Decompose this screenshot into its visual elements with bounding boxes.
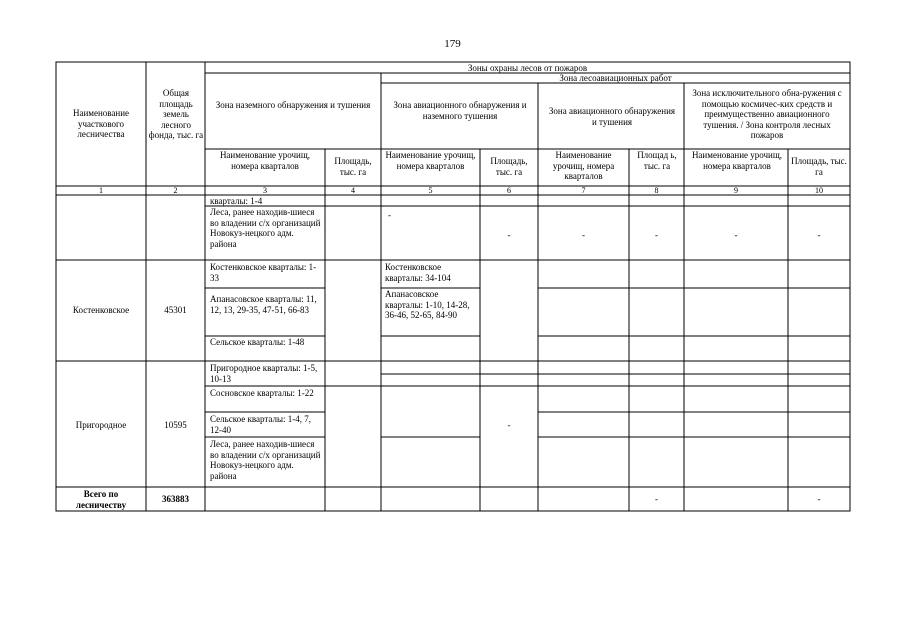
prig-dash-col6: - xyxy=(507,420,511,430)
cont-dash-col6: - xyxy=(507,230,511,240)
total-dash-col10: - xyxy=(817,494,821,504)
col-number: 4 xyxy=(351,186,355,195)
total-label: Всего по лесничеству xyxy=(75,489,127,510)
prig-area: 10595 xyxy=(164,420,187,430)
header-zone-avia: Зона авиационного обнаружения и тушения xyxy=(548,106,676,127)
cont-dash-col8: - xyxy=(655,230,658,240)
header-zone-space: Зона исключительного обна-ружения с помощью космичес-ких средств и преимущественно авиационного тушения. / Зона контроля лесных пожаров xyxy=(692,88,842,140)
col-number: 9 xyxy=(734,186,738,195)
cont-quarters: кварталы: 1-4 xyxy=(210,196,263,206)
cont-forest-note: Леса, ранее находив-шиеся во владении с/х организаций Новокуз-нецкого адм. района xyxy=(210,207,321,249)
kost-ground-3: Сельское кварталы: 1-48 xyxy=(210,337,305,347)
col-number: 8 xyxy=(654,186,659,195)
kost-ground-2: Апанасовское кварталы: 11, 12, 13, 29-35, 47-51, 66-83 xyxy=(210,294,317,315)
cont-dash-col7: - xyxy=(582,230,585,240)
cont-dash-col10: - xyxy=(817,230,821,240)
cont-dash-col5: - xyxy=(388,210,391,220)
col-number: 10 xyxy=(815,186,823,195)
col-number: 3 xyxy=(263,186,267,195)
kost-name: Костенковское xyxy=(72,305,130,315)
kost-avia-1: Костенковское кварталы: 34-104 xyxy=(385,262,451,283)
sub-area-col8: Площад ь, тыс. га xyxy=(637,150,677,171)
col-number: 7 xyxy=(581,186,586,195)
header-zone-avia-ground: Зона авиационного обнаружения и наземного тушения xyxy=(393,100,527,121)
prig-ground-3: Сельское кварталы: 1-4, 7, 12-40 xyxy=(210,414,311,435)
kost-area: 45301 xyxy=(164,305,187,315)
page-number: 179 xyxy=(444,38,461,50)
prig-ground-1: Пригородное кварталы: 1-5, 10-13 xyxy=(210,363,318,384)
col-number: 5 xyxy=(428,186,433,195)
col-number: 6 xyxy=(507,186,511,195)
sub-names-col5: Наименование урочищ, номера кварталов xyxy=(385,150,476,171)
sub-names-col3: Наименование урочищ, номера кварталов xyxy=(219,150,311,171)
header-aviation-title: Зона лесоавиационных работ xyxy=(559,73,672,83)
kost-avia-2: Апанасовское кварталы: 1-10, 14-28, 36-46, 52-65, 84-90 xyxy=(385,289,470,320)
header-zone-ground: Зона наземного обнаружения и тушения xyxy=(215,100,371,110)
total-dash-col8: - xyxy=(655,494,658,504)
prig-name: Пригородное xyxy=(75,420,127,430)
col-number: 1 xyxy=(99,186,103,195)
header-zones-title: Зоны охраны лесов от пожаров xyxy=(467,63,588,73)
sub-area-col6: Площадь, тыс. га xyxy=(490,156,528,177)
prig-ground-2: Сосновское кварталы: 1-22 xyxy=(210,388,314,398)
header-name-col: Наименование участкового лесничества xyxy=(72,108,130,139)
sub-area-col10: Площадь, тыс. га xyxy=(791,156,847,177)
col-number: 2 xyxy=(173,186,178,195)
sub-area-col4: Площадь, тыс. га xyxy=(334,156,372,177)
sub-names-col9: Наименование урочищ, номера кварталов xyxy=(691,150,783,171)
total-area: 363883 xyxy=(162,494,189,504)
cont-dash-col9: - xyxy=(734,230,738,240)
prig-ground-4: Леса, ранее находив-шиеся во владении с/х организаций Новокуз-нецкого адм. района xyxy=(210,439,321,481)
sub-names-col7: Наименование урочищ, номера кварталов xyxy=(552,150,615,181)
header-area-col: Общая площадь земель лесного фонда, тыс. га xyxy=(148,88,204,140)
kost-ground-1: Костенковское кварталы: 1-33 xyxy=(210,262,317,283)
